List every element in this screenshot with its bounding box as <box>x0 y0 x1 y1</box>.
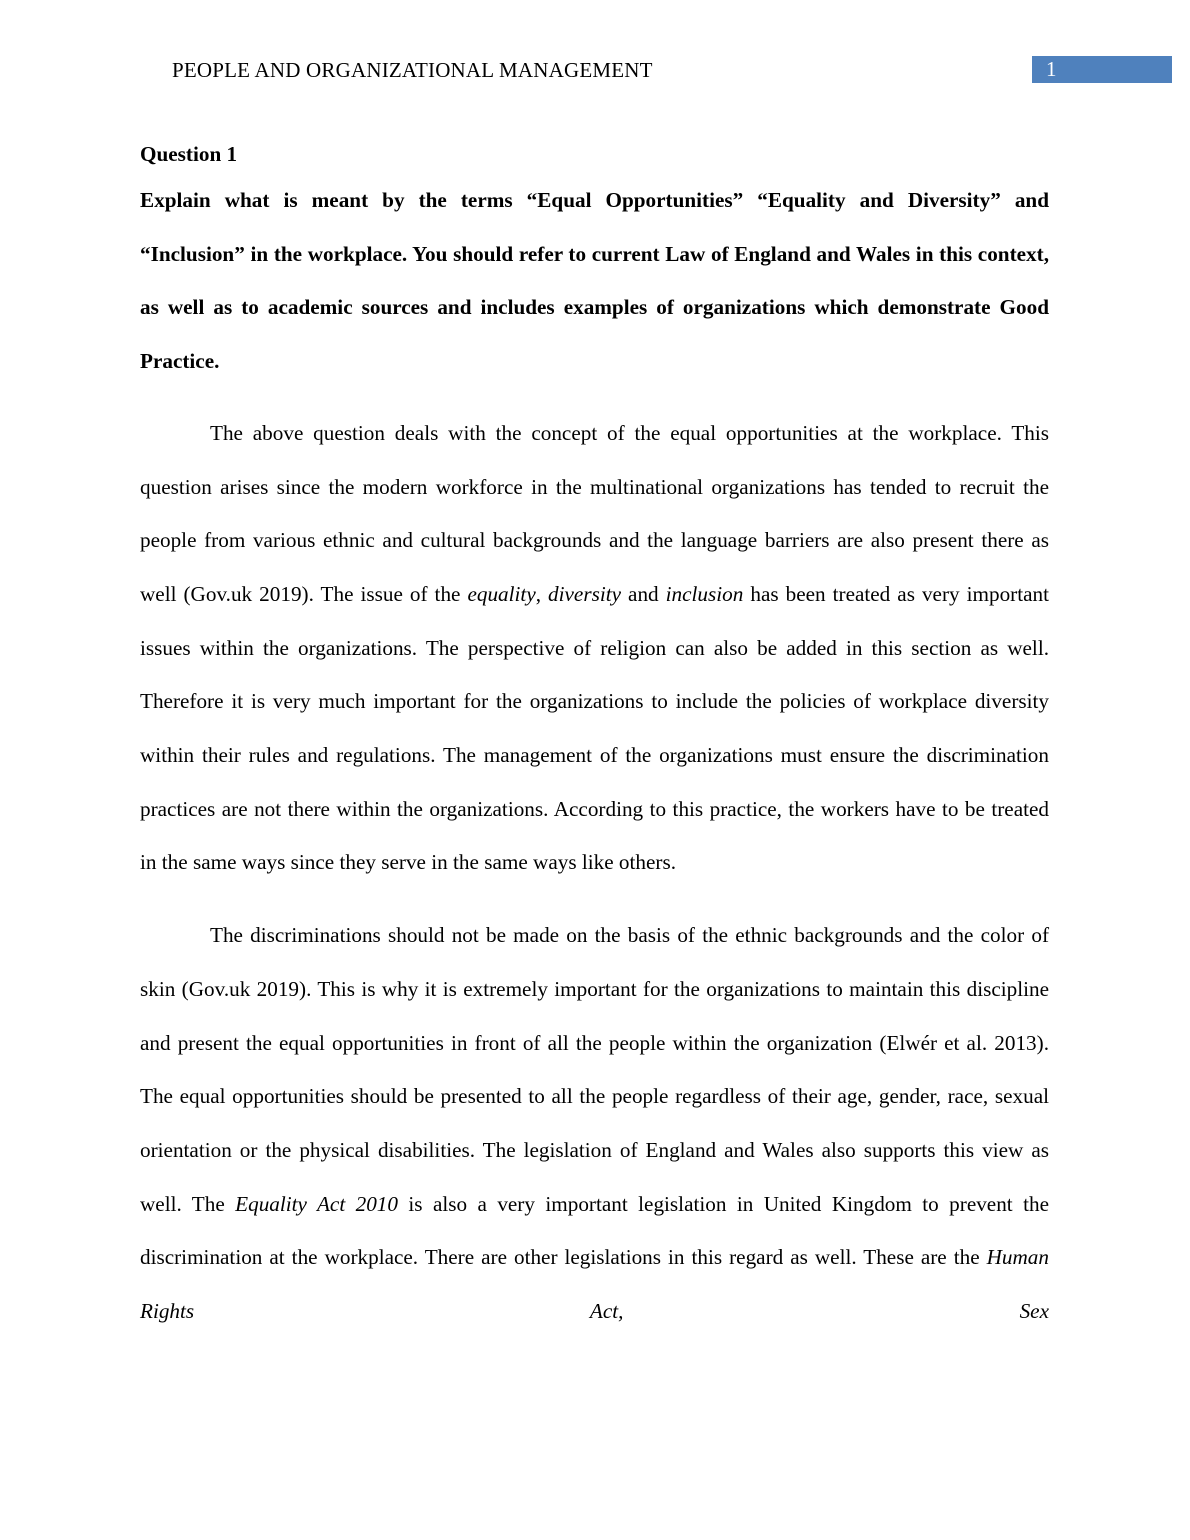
paragraph-2-text-a: The discriminations should not be made on the basis of the ethnic backgrounds and the color of skin (Gov.uk 2019). This is why it is extremely important for the organizations to maintain this discipline and present the equal opportunities in front of all the people within the organization (Elwér et al. 2013). The equal opportunities should be presented to all the people regardless of their age, gender, race, sexual orientation or the physical disabilities. The legislation of England and Wales also supports this view as well. The <box>140 923 1049 1216</box>
paragraph-1-separator-a: , <box>535 581 549 606</box>
body-paragraph-1 <box>140 407 1049 890</box>
paragraph-1-separator-b: and <box>621 581 666 606</box>
page-number-badge <box>1032 56 1172 83</box>
running-head-title: PEOPLE AND ORGANIZATIONAL MANAGEMENT <box>172 58 653 82</box>
term-equality: equality <box>467 581 536 606</box>
page-number: 1 <box>1046 57 1057 81</box>
document-body <box>140 134 1049 1339</box>
act-equality-2010: Equality Act 2010 <box>235 1191 398 1216</box>
paragraph-1-text-a: The above question deals with the concept of the equal opportunities at the workplace. This question arises since the modern workforce in the multinational organizations has tended to recruit the people from various ethnic and cultural backgrounds and the language barriers are also present there as well (Gov.uk 2019). The issue of the <box>140 420 1049 606</box>
question-prompt: Explain what is meant by the terms “Equal Opportunities” “Equality and Diversity” and “Inclusion” in the workplace. You should refer to current Law of England and Wales in this context, as well as to academic sources and includes examples of organizations which demonstrate Good Practice. <box>140 188 1049 374</box>
paragraph-2-text-b: is also a very important legislation in United Kingdom to prevent the discrimination at the workplace. There are other legislations in this regard as well. These are the <box>140 1191 1049 1270</box>
body-paragraph-2 <box>140 909 1049 1339</box>
paragraph-1-text-b: has been treated as very important issues within the organizations. The perspective of religion can also be added in this section as well. Therefore it is very much important for the organizations to include the policies of workplace diversity within their rules and regulations. The management of the organizations must ensure the discrimination practices are not there within the organizations. According to this practice, the workers have to be treated in the same ways since they serve in the same ways like others. <box>140 581 1050 875</box>
act-human-rights-sex: Human Rights Act, Sex <box>140 1245 1049 1324</box>
term-diversity: diversity <box>548 581 622 606</box>
term-inclusion: inclusion <box>665 581 744 606</box>
question-heading: Question 1 <box>140 142 238 166</box>
